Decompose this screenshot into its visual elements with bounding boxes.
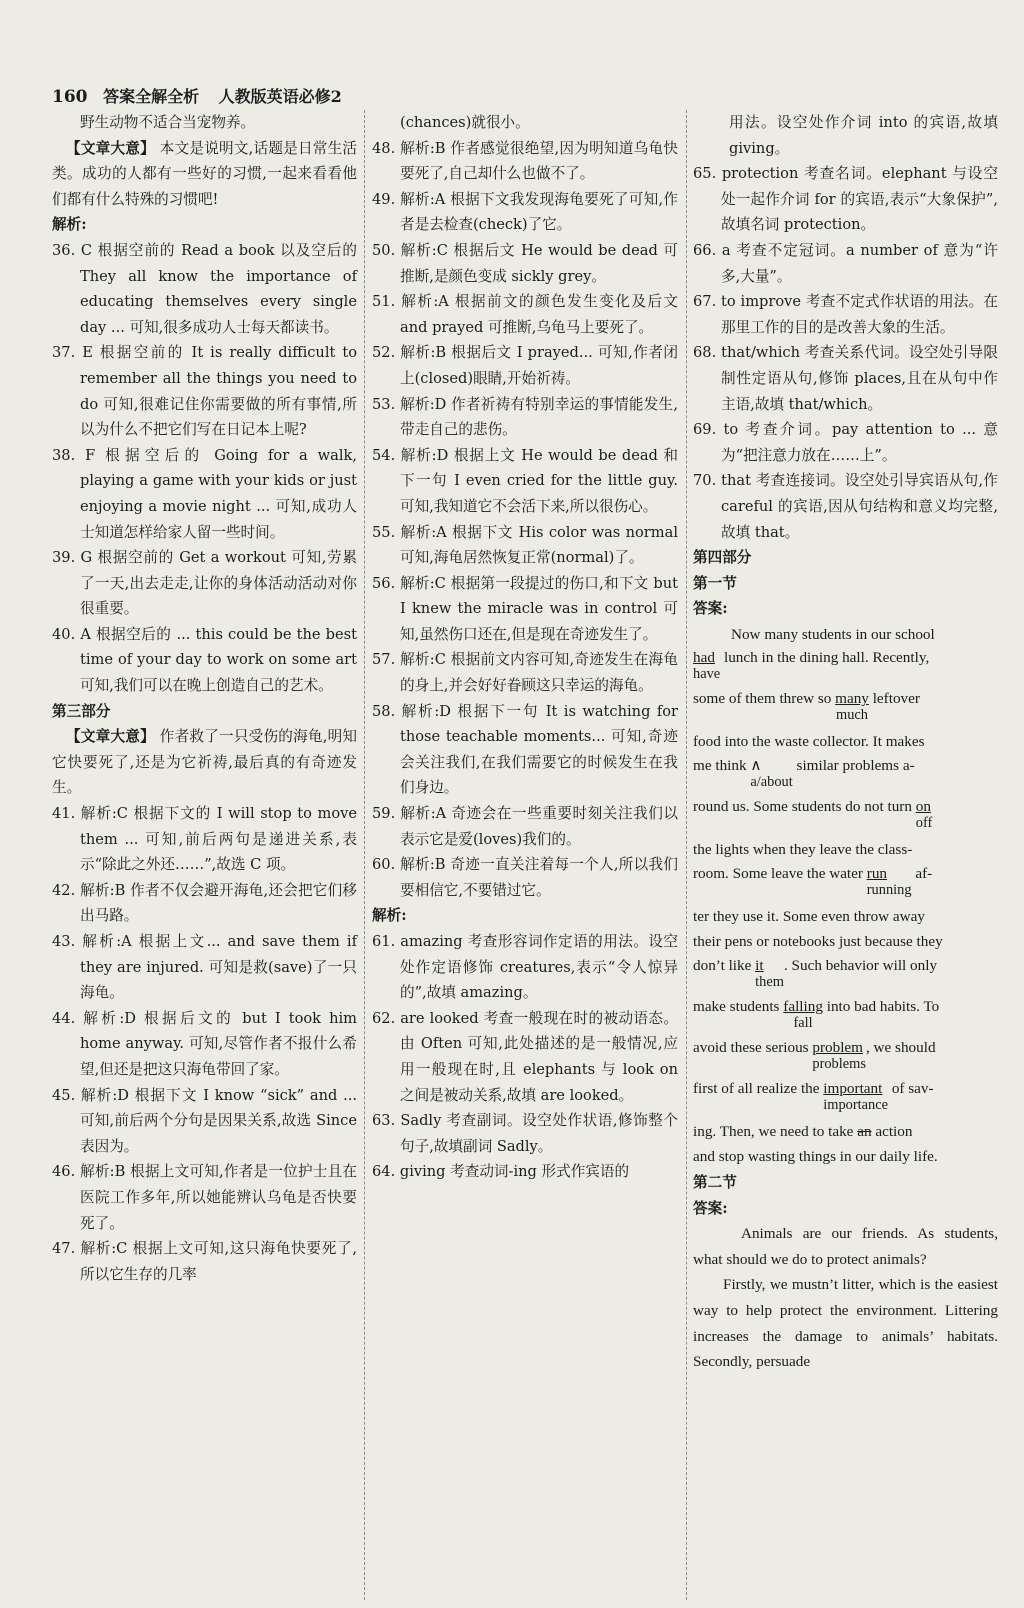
answer-item: 69. to 考查介词。pay attention to ... 意为“把注意力放在……上”。 <box>693 421 998 464</box>
answer-item: 40. A 根据空后的 ... this could be the best time of your day to work on some art 可知,我们可以在晚上创造自己的艺术。 <box>52 625 357 695</box>
essay-line: and stop wasting things in our daily life. <box>693 1148 938 1166</box>
summary-label: 【文章大意】 <box>66 139 155 157</box>
correction <box>835 688 869 726</box>
essay-text: action <box>871 1122 913 1140</box>
page-header <box>52 84 342 107</box>
correction-word: problems <box>812 1055 866 1072</box>
error-word: important <box>823 1079 883 1097</box>
part4-title: 第四部分 <box>693 549 752 567</box>
essay-text: first of all realize the <box>693 1079 824 1097</box>
essay-line <box>693 755 998 793</box>
answer-item: 64. giving 考查动词-ing 形式作宾语的 <box>372 1163 630 1181</box>
section2-title: 第二节 <box>693 1174 737 1192</box>
essay-line: Now many students in our school <box>731 625 935 643</box>
essay-text: make students <box>693 997 784 1015</box>
insert-caret-icon: ∧ <box>750 756 762 775</box>
correction <box>823 1078 888 1116</box>
answer-item: 55. 解析:A 根据下文 His color was normal 可知,海龟居然恢复正常(normal)了。 <box>372 523 678 567</box>
correction-word: have <box>693 666 721 683</box>
answer-item: 53. 解析:D 作者祈祷有特别幸运的事情能发生,带走自己的悲伤。 <box>372 395 678 439</box>
essay-text: leftover <box>868 690 920 708</box>
answer-item: 48. 解析:B 作者感觉很绝望,因为明知道乌龟快要死了,自己却什么也做不了。 <box>372 139 678 183</box>
essay-text: . Such behavior will only <box>783 956 938 974</box>
essay-text: room. Some leave the water <box>693 864 867 882</box>
correction-word: them <box>755 973 784 990</box>
answer-item: 42. 解析:B 作者不仅会避开海龟,还会把它们移出马路。 <box>52 881 357 925</box>
essay-paragraph: Animals are our friends. As students, what should we do to protect animals? <box>693 1225 998 1268</box>
continued-text: 用法。设空处作介词 into 的宾语,故填 giving。 <box>729 114 998 157</box>
essay-line: their pens or notebooks just because they <box>693 933 943 951</box>
correction <box>867 863 912 901</box>
error-word: run <box>866 864 888 882</box>
essay-text: ing. Then, we need to take <box>693 1122 858 1140</box>
essay-text: don’t like <box>693 956 756 974</box>
essay-line <box>693 688 998 726</box>
column-divider <box>364 110 365 1600</box>
answer-item: 43. 解析:A 根据上文... and save them if they are injured. 可知是救(save)了一只海龟。 <box>52 933 357 1002</box>
essay-text: lunch in the dining hall. Recently, <box>720 649 930 667</box>
answer-item: 68. that/which 考查关系代词。设空处引导限制性定语从句,修饰 places,且在从句中作主语,故填 that/which。 <box>693 344 998 413</box>
answer-label: 答案: <box>693 600 728 618</box>
answer-item: 36. C 根据空前的 Read a book 以及空后的 They all know the importance of educating themselves every single day ... 可知,很多成功人士每天都读书。 <box>52 241 357 336</box>
correction <box>812 1037 866 1075</box>
answer-label: 答案: <box>693 1199 728 1217</box>
essay-line <box>693 796 998 834</box>
correction <box>750 755 792 793</box>
column-divider <box>686 110 687 1600</box>
answer-item: 62. are looked 考查一般现在时的被动语态。由 Often 可知,此处描述的是一般情况,应用一般现在时,且 elephants 与 look on 之间是被动关系,故填 are looked。 <box>372 1009 678 1104</box>
error-word: problem <box>812 1038 863 1056</box>
continued-text: (chances)就很小。 <box>400 114 530 131</box>
answer-item: 51. 解析:A 根据前文的颜色发生变化及后文 and prayed 可推断,乌龟马上要死了。 <box>372 293 678 336</box>
answer-item: 50. 解析:C 根据后文 He would be dead 可推断,是颜色变成 sickly grey。 <box>372 241 678 285</box>
part3-title: 第三部分 <box>52 702 111 720</box>
analysis-label: 解析: <box>372 907 407 925</box>
answer-item: 67. to improve 考查不定式作状语的用法。在那里工作的目的是改善大象的生活。 <box>693 293 998 336</box>
answer-item: 60. 解析:B 奇迹一直关注着每一个人,所以我们要相信它,不要错过它。 <box>372 856 678 899</box>
answer-item: 38. F 根据空后的 Going for a walk, playing a game with your kids or just enjoying a movie night ... 可知,成功人士知道怎样给家人留一些时间。 <box>52 446 357 541</box>
essay-line <box>693 996 998 1034</box>
essay-text: into bad habits. To <box>822 997 940 1015</box>
continued-text: 野生动物不适合当宠物养。 <box>80 114 256 131</box>
essay-line <box>693 1078 998 1116</box>
column-1 <box>52 110 357 1287</box>
essay-text: af- <box>911 864 933 882</box>
correction-word: a/about <box>750 774 793 791</box>
correction-word: much <box>836 707 869 724</box>
correction-word: importance <box>823 1096 889 1113</box>
essay-text: , we should <box>865 1038 936 1056</box>
correction <box>916 796 933 834</box>
answer-item: 56. 解析:C 根据第一段提过的伤口,和下文 but I knew the miracle was in control 可知,虽然伤口还在,但是现在奇迹发生了。 <box>372 574 678 643</box>
error-word: many <box>835 690 869 708</box>
answer-item: 54. 解析:D 根据上文 He would be dead 和下一句 I even cried for the little guy. 可知,我知道它不会活下来,所以很伤心。 <box>372 446 678 515</box>
essay-line: the lights when they leave the class- <box>693 841 913 859</box>
essay-text: of sav- <box>888 1079 934 1097</box>
essay-line: food into the waste collector. It makes <box>693 733 925 751</box>
answer-item: 45. 解析:D 根据下文 I know “sick” and ... 可知,前后两个分句是因果关系,故选 Since 表因为。 <box>52 1086 357 1155</box>
answer-item: 66. a 考查不定冠词。a number of 意为“许多,大量”。 <box>693 241 998 285</box>
book-title: 答案全解全析 <box>103 87 200 106</box>
correction-word: running <box>866 881 912 898</box>
essay-paragraph: Firstly, we mustn’t litter, which is the easiest way to help protect the environment. Littering increases the damage to animals’ habitats. Secondly, persuade <box>693 1276 998 1371</box>
correction-essay <box>693 622 998 1170</box>
answer-item: 39. G 根据空前的 Get a workout 可知,劳累了一天,出去走走,让你的身体活动活动对你很重要。 <box>52 549 357 618</box>
answer-item: 61. amazing 考查形容词作定语的用法。设空处作定语修饰 creatures,表示“令人惊异的”,故填 amazing。 <box>372 933 678 1002</box>
summary-label: 【文章大意】 <box>66 728 155 746</box>
essay-line <box>693 1119 998 1145</box>
correction-word: fall <box>793 1014 813 1031</box>
column-2 <box>372 110 678 1185</box>
essay-text: similar problems a- <box>792 757 915 775</box>
answer-item: 47. 解析:C 根据上文可知,这只海龟快要死了,所以它生存的几率 <box>52 1240 357 1283</box>
answer-item: 37. E 根据空前的 It is really difficult to remember all the things you need to do 可知,很难记住你需要做的所有事情,所以为什么不把它们写在日记本上呢? <box>52 344 357 439</box>
answer-item: 58. 解析:D 根据下一句 It is watching for those teachable moments... 可知,奇迹会关注我们,在我们需要它的时候发生在我们身边。 <box>372 702 678 797</box>
answer-item: 57. 解析:C 根据前文内容可知,奇迹发生在海龟的身上,并会好好眷顾这只幸运的海龟。 <box>372 651 678 695</box>
page-number: 160 <box>52 87 88 107</box>
book-subtitle: 人教版英语必修2 <box>218 87 342 106</box>
essay-line <box>693 863 998 901</box>
section1-title: 第一节 <box>693 574 737 592</box>
answer-item: 44. 解析:D 根据后文的 but I took him home anyway. 可知,尽管作者不报什么希望,但还是把这只海龟带回了家。 <box>52 1009 357 1078</box>
answer-item: 70. that 考查连接词。设空处引导宾语从句,作 careful 的宾语,因从句结构和意义均完整,故填 that。 <box>693 472 998 541</box>
answer-item: 41. 解析:C 根据下文的 I will stop to move them ... 可知,前后两句是递进关系,表示“除此之外还……”,故选 C 项。 <box>52 805 357 874</box>
column-3 <box>693 110 998 1375</box>
summary-text: 作者救了一只受伤的海龟,明知它快要死了,还是为它祈祷,最后真的有奇迹发生。 <box>52 728 357 797</box>
error-word: had <box>693 649 715 667</box>
summary <box>52 136 357 213</box>
essay-line <box>693 1037 998 1075</box>
part3-summary <box>52 724 357 801</box>
essay-line <box>693 647 998 685</box>
essay-line <box>693 955 998 993</box>
error-word: on <box>915 798 931 816</box>
essay-text: some of them threw so <box>693 690 836 708</box>
essay-text: me think <box>693 757 751 775</box>
correction <box>755 955 784 993</box>
essay-line: ter they use it. Some even throw away <box>693 907 925 925</box>
writing-essay <box>693 1221 998 1375</box>
answer-item: 46. 解析:B 根据上文可知,作者是一位护士且在医院工作多年,所以她能辨认乌龟是否快要死了。 <box>52 1163 357 1232</box>
essay-text: avoid these serious <box>693 1038 813 1056</box>
deleted-word: an <box>857 1122 872 1140</box>
correction-word: off <box>915 815 933 832</box>
correction <box>783 996 823 1034</box>
summary-text: 本文是说明文,话题是日常生活类。成功的人都有一些好的习惯,一起来看看他们都有什么特殊的习惯吧! <box>52 139 357 208</box>
answer-item: 65. protection 考查名词。elephant 与设空处一起作介词 for 的宾语,表示“大象保护”,故填名词 protection。 <box>693 165 998 234</box>
error-word: it <box>755 956 764 974</box>
answer-item: 49. 解析:A 根据下文我发现海龟要死了可知,作者是去检查(check)了它。 <box>372 190 678 234</box>
answer-item: 59. 解析:A 奇迹会在一些重要时刻关注我们以表示它是爱(loves)我们的。 <box>372 805 678 848</box>
analysis-label: 解析: <box>52 216 87 234</box>
answer-item: 63. Sadly 考查副词。设空处作状语,修饰整个句子,故填副词 Sadly。 <box>372 1112 678 1155</box>
answer-item: 52. 解析:B 根据后文 I prayed... 可知,作者闭上(closed)眼睛,开始祈祷。 <box>372 344 678 387</box>
essay-text: round us. Some students do not turn <box>693 798 916 816</box>
error-word: falling <box>783 997 823 1015</box>
correction <box>693 647 720 685</box>
